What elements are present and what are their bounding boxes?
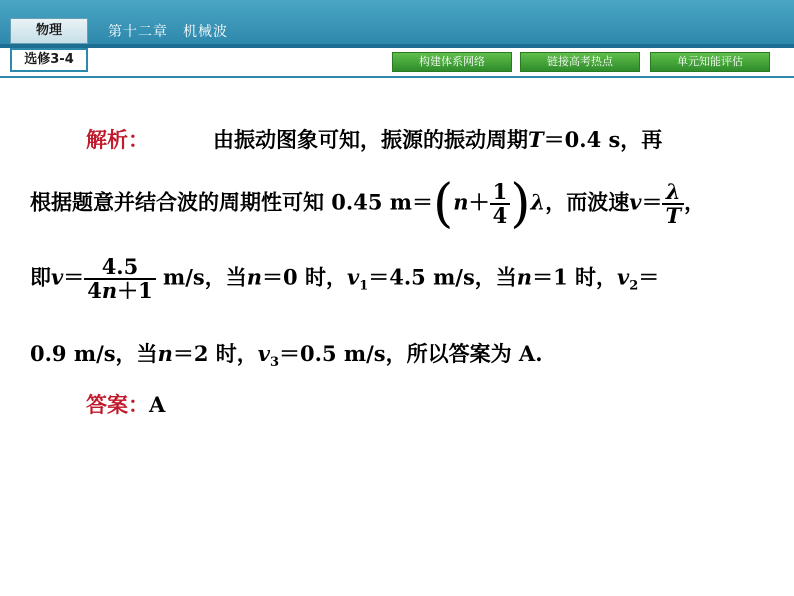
- text: 根据题意并结合波的周期性可知 0.45 m＝: [30, 189, 433, 215]
- answer-line: [30, 389, 165, 419]
- text: 0.9 m/s，当: [30, 341, 158, 366]
- var-v: v: [617, 264, 630, 290]
- text: ＝0.5 m/s，所以答案为 A.: [279, 341, 543, 366]
- text: ＝0.4 s，再: [543, 127, 663, 152]
- plus: ＋: [468, 189, 490, 215]
- nav-button-unit-assessment[interactable]: 单元知能评估: [650, 52, 770, 72]
- subject-label: 物理: [10, 18, 88, 44]
- var-lambda: λ: [530, 189, 546, 215]
- text: ，而波速: [545, 189, 630, 215]
- comma: ，: [684, 189, 706, 215]
- header-stripe: [0, 44, 794, 48]
- text: ＝1 时，: [532, 264, 618, 290]
- analysis-line-2: [30, 174, 706, 234]
- var-n: n: [157, 341, 173, 366]
- analysis-line-3: [30, 256, 659, 302]
- course-label: 选修3-4: [10, 48, 88, 72]
- text: 由振动图象可知，振源的振动周期: [213, 127, 528, 152]
- analysis-label: 解析：: [86, 127, 149, 152]
- fraction-one-quarter: $\frac{1}{4}$: [490, 181, 511, 227]
- equals: ＝: [63, 264, 85, 290]
- answer-label: 答案：: [86, 392, 149, 417]
- text: m/s，当: [155, 264, 247, 290]
- fraction-speed: $\frac{4.5}{4n+1}$: [84, 256, 156, 302]
- text: 即: [30, 264, 51, 290]
- nav-button-build-network[interactable]: 构建体系网络: [392, 52, 512, 72]
- subscript: 2: [629, 278, 639, 294]
- var-v: v: [346, 264, 360, 290]
- answer-value: A: [149, 392, 166, 417]
- text: ＝0 时，: [262, 264, 347, 290]
- text: ＝: [638, 264, 660, 290]
- header-divider: [0, 76, 794, 78]
- var-n: n: [453, 189, 469, 215]
- equals: ＝: [641, 189, 663, 215]
- var-T: T: [528, 127, 544, 152]
- analysis-line-4: [30, 338, 543, 370]
- text: ＝2 时，: [172, 341, 258, 366]
- var-v: v: [629, 189, 642, 215]
- subscript: 1: [359, 278, 369, 294]
- var-v: v: [257, 341, 270, 366]
- text: ＝4.5 m/s，当: [368, 264, 517, 290]
- var-v: v: [51, 264, 64, 290]
- chapter-title: 第十二章 机械波: [108, 24, 228, 40]
- analysis-line-1: [30, 124, 662, 154]
- nav-button-exam-hotspots[interactable]: 链接高考热点: [520, 52, 640, 72]
- var-n: n: [516, 264, 533, 290]
- subscript: 3: [269, 355, 280, 371]
- right-paren: ): [510, 174, 531, 234]
- fraction-lambda-over-T: $\frac{\lambda}{T}$: [662, 181, 684, 227]
- var-n: n: [246, 264, 263, 290]
- left-paren: (: [433, 174, 454, 234]
